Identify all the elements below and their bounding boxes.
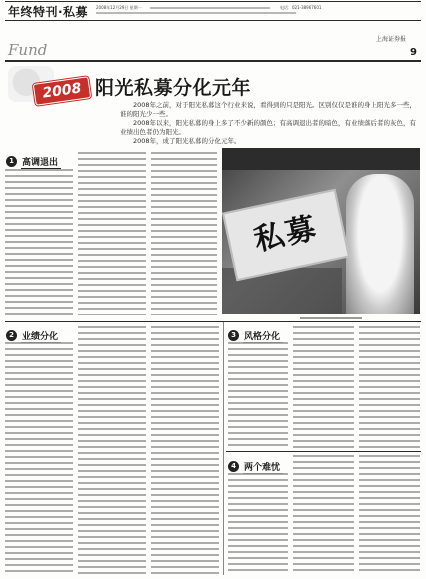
- body-text-column: [359, 455, 420, 575]
- intro-text: [120, 101, 418, 146]
- section-title: 业绩分化: [21, 329, 61, 343]
- body-text-column: [228, 342, 288, 448]
- body-text-column: [78, 326, 146, 575]
- section-number: 3: [228, 330, 239, 341]
- body-text-column: [293, 455, 354, 575]
- section-divider: [226, 451, 421, 452]
- body-text-column: [78, 152, 146, 315]
- section-title: 两个难忧: [243, 460, 283, 474]
- column-name: Fund: [8, 41, 48, 59]
- intro-paragraph: 2008年以来，阳光私募的身上多了不少新的颜色；有高调退出者的暗色，有业绩落后者的灰色，有业绩出色者仍为阳光。: [120, 119, 417, 136]
- section-title: 风格分化: [243, 329, 283, 343]
- section-number: 1: [6, 156, 17, 167]
- intro-paragraph: 2008年之前，对于阳光私募这个行业来说，看得到的只是阳光。区别仅仅是谁的身上阳光多一些，谁的阳光少一些。: [120, 101, 417, 118]
- header-rule: [5, 60, 421, 62]
- body-text-column: [293, 326, 354, 448]
- column-divider: [223, 322, 224, 575]
- special-issue-title: 年终特刊·私募: [8, 5, 89, 19]
- masthead-rule: [5, 20, 421, 21]
- section-divider: [5, 321, 421, 322]
- section-title: 高调退出: [21, 155, 61, 169]
- top-rule: [5, 1, 421, 2]
- section-number: 4: [228, 461, 239, 472]
- photo-sign: 私募: [222, 189, 350, 282]
- year-badge: 2008: [33, 76, 92, 106]
- email-line: [96, 12, 296, 14]
- newspaper-name: 上海证券报: [376, 36, 407, 43]
- body-text-column: [5, 169, 73, 315]
- editor-line: [150, 7, 270, 9]
- page-number: 9: [410, 47, 417, 58]
- photo-background: [222, 148, 420, 170]
- body-text-column: [5, 342, 73, 575]
- intro-paragraph: 2008年，成了阳光私募的分化元年。: [133, 137, 241, 145]
- section-heading-4: [228, 456, 283, 473]
- photo-person: [346, 174, 414, 314]
- body-text-column: [151, 326, 219, 575]
- section-heading-1: [6, 151, 61, 168]
- headline: 阳光私募分化元年: [95, 77, 252, 99]
- section-heading-2: [6, 325, 61, 342]
- section-number: 2: [6, 330, 17, 341]
- body-text-column: [151, 152, 217, 315]
- date-line: 2008年12月29日 星期一: [96, 5, 142, 10]
- photo-caption: [300, 317, 362, 319]
- news-photo: [222, 148, 420, 314]
- phone-line: 电话：021-38967601: [280, 5, 322, 10]
- body-text-column: [228, 473, 288, 575]
- section-heading-3: [228, 325, 283, 342]
- body-text-column: [359, 326, 420, 448]
